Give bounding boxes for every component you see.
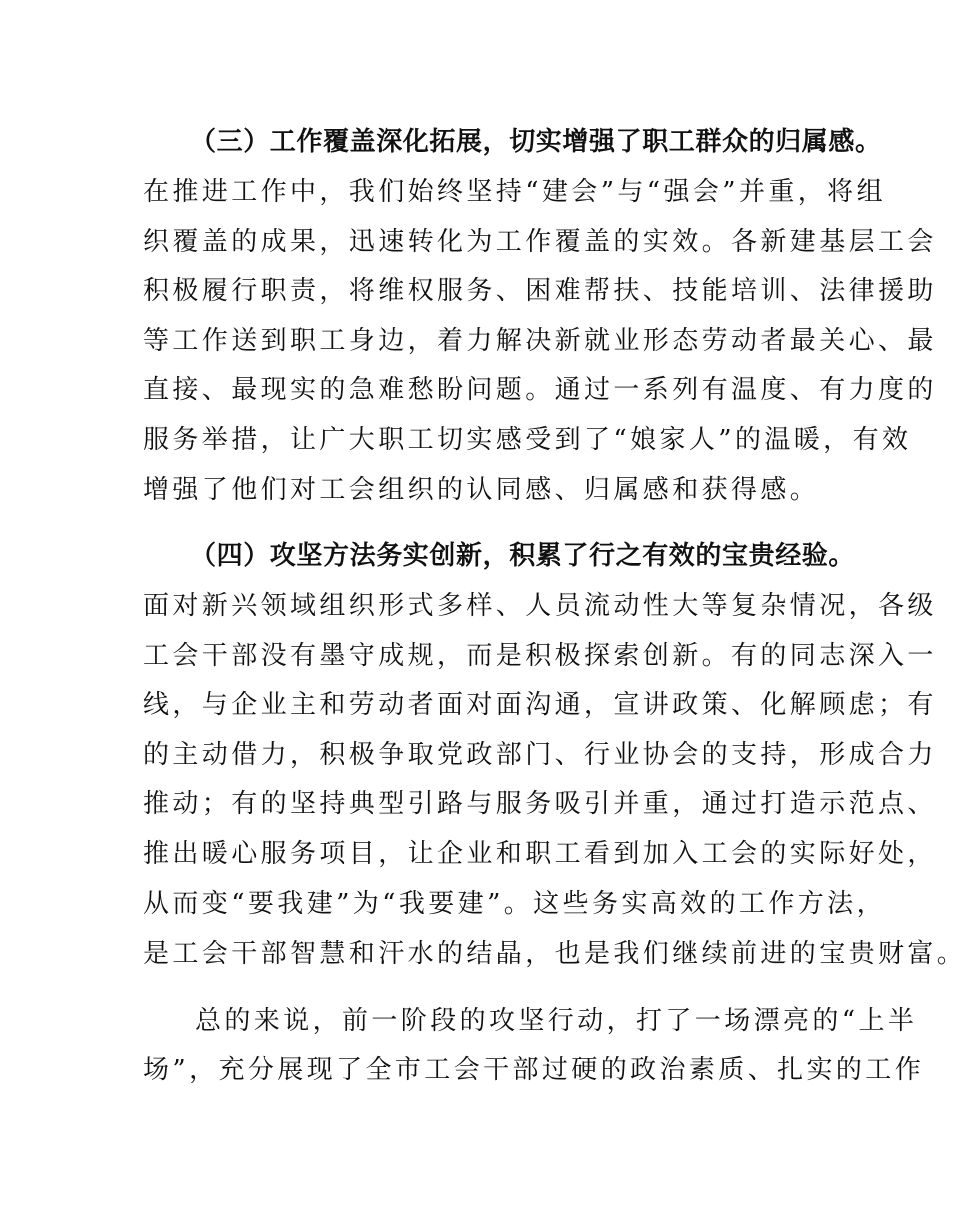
section-4-line-1: 面对新兴领域组织形式多样、人员流动性大等复杂情况，各级 [143,591,937,621]
section-3-heading: （三）工作覆盖深化拓展，切实增强了职工群众的归属感。 [190,127,882,157]
section-3-line-1: 在推进工作中，我们始终坚持“建会”与“强会”并重，将组 [143,177,886,207]
summary-line-2: 场”，充分展现了全市工会干部过硬的政治素质、扎实的工作 [143,1055,925,1085]
section-4-line-5: 推动；有的坚持典型引路与服务吸引并重，通过打造示范点、 [143,789,937,819]
section-4-line-6: 推出暖心服务项目，让企业和职工看到加入工会的实际好处， [143,839,937,869]
section-4-line-4: 的主动借力，积极争取党政部门、行业协会的支持，形成合力 [143,740,937,770]
section-3-line-6: 服务举措，让广大职工切实感受到了“娘家人”的温暖，有效 [143,425,912,455]
section-3-line-7: 增强了他们对工会组织的认同感、归属感和获得感。 [143,475,820,505]
section-3-line-5: 直接、最现实的急难愁盼问题。通过一系列有温度、有力度的 [143,375,937,405]
section-3-line-2: 织覆盖的成果，迅速转化为工作覆盖的实效。各新建基层工会 [143,227,937,257]
section-4-line-2: 工会干部没有墨守成规，而是积极探索创新。有的同志深入一 [143,641,937,671]
section-4-line-7: 从而变“要我建”为“我要建”。这些务实高效的工作方法， [143,889,886,919]
section-3-line-4: 等工作送到职工身边，着力解决新就业形态劳动者最关心、最 [143,326,937,356]
section-4-heading: （四）攻坚方法务实创新，积累了行之有效的宝贵经验。 [190,541,856,571]
section-4-line-3: 线，与企业主和劳动者面对面沟通，宣讲政策、化解顾虑；有 [143,690,937,720]
section-3-line-3: 积极履行职责，将维权服务、困难帮扶、技能培训、法律援助 [143,276,937,306]
section-4-line-8: 是工会干部智慧和汗水的结晶，也是我们继续前进的宝贵财富。 [143,939,966,969]
summary-line-1: 总的来说，前一阶段的攻坚行动，打了一场漂亮的“上半 [195,1006,918,1036]
